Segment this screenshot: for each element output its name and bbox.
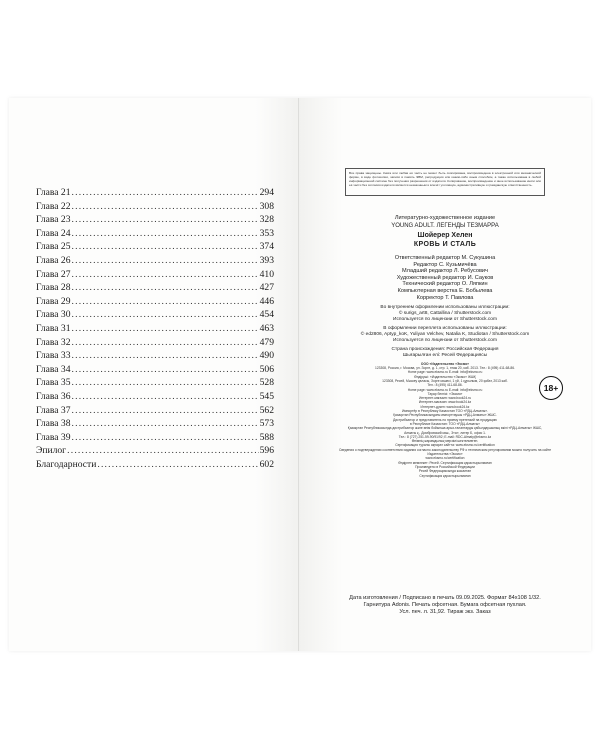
toc-entry-label: Глава 28	[36, 282, 71, 294]
publisher-line: Тел.: 8 (495) 411-68-86.	[427, 383, 463, 388]
toc-entry	[36, 431, 274, 445]
toc-leader-dots	[72, 295, 259, 309]
toc-entry	[36, 322, 274, 336]
copyright-notice: Все права защищены. Книга или любая её часть не может быть скопирована, воспроизведена в электронной или механической форме, в виде фотокопии, записи в память ЭВМ, репродукции или каким-либо иным способом, а также использована в любой информационной системе без получения разрешения от издателя. Копирование, воспроизведение и иное использование книги или её части без согласия издателя является незаконным и влечёт уголовную, административную и гражданскую ответственность.	[345, 168, 545, 196]
toc-leader-dots	[72, 213, 259, 227]
toc-entry	[36, 213, 274, 227]
toc-entry-page: 490	[259, 350, 274, 362]
publisher-line: Дистрибьютор и представитель по приему претензий на продукцию	[393, 417, 497, 422]
toc-entry-page: 454	[259, 309, 274, 321]
cover-credit-line: Используется по лицензии от Shutterstock.com	[393, 337, 497, 343]
publisher-line: Интернет-магазин: www.book24.ru	[418, 396, 472, 401]
book-spread	[9, 98, 591, 651]
toc-entry	[36, 376, 274, 390]
toc-entry-label: Глава 33	[36, 350, 71, 362]
toc-leader-dots	[72, 308, 259, 322]
credits-list	[335, 255, 555, 301]
toc-leader-dots	[72, 240, 259, 254]
toc-leader-dots	[67, 444, 258, 458]
imprint-block	[335, 214, 559, 478]
publisher-line: Home page: www.eksmo.ru E-mail: info@eksmo.ru	[407, 370, 483, 375]
toc-leader-dots	[72, 404, 259, 418]
print-details	[335, 595, 555, 615]
toc-leader-dots	[72, 349, 259, 363]
toc-leader-dots	[72, 254, 259, 268]
toc-entry	[36, 349, 274, 363]
publisher-line: Қазақстан Республикасында дистрибьютор және өнім бойынша арыз-талаптарды қабылдаушының өкілі «РДЦ-Алматы» ЖШС,	[347, 426, 543, 431]
age-rating-badge: 18+	[539, 376, 563, 400]
toc-entry-page: 562	[259, 404, 274, 416]
toc-leader-dots	[72, 431, 259, 445]
toc-leader-dots	[72, 186, 259, 200]
toc-entry-label: Глава 27	[36, 268, 71, 280]
toc-entry-page: 328	[259, 214, 274, 226]
toc-entry-page: 446	[259, 295, 274, 307]
publisher-line: Алматы қ., Домбровский көш., 3«а», литер Б, офис 1.	[404, 430, 486, 435]
toc-entry-page: 506	[259, 363, 274, 375]
publisher-line: www.eksmo.ru/certification	[425, 456, 465, 461]
left-page	[9, 98, 299, 651]
toc-entry-label: Глава 36	[36, 390, 71, 402]
print-detail-line: Дата изготовления / Подписано в печать 09.09.2025. Формат 84x108 1/32.	[349, 595, 541, 601]
toc-entry-page: 545	[259, 390, 274, 402]
toc-entry	[36, 336, 274, 350]
illustration-credit-line: Используется по лицензии от Shutterstock.com	[393, 316, 497, 322]
toc-entry	[36, 390, 274, 404]
credit-line: Художественный редактор И. Сауков	[396, 274, 494, 281]
origin-line: Шығарылған елі: Ресей Федерациясы	[402, 353, 488, 359]
toc-entry-page: 308	[259, 200, 274, 212]
toc-entry	[36, 404, 274, 418]
toc-entry-label: Эпилог	[36, 445, 67, 457]
toc-entry-page: 410	[259, 268, 274, 280]
toc-leader-dots	[72, 390, 259, 404]
publisher-line: Ресей Федерациясында жасалған	[418, 469, 472, 474]
publisher-line: Тел.: 8 (727) 251-59-90/91/92; E-mail: RDC-Almaty@eksmo.kz	[398, 434, 492, 439]
publisher-line: 123308, Россия, г. Москва, ул. Зорге, д. 1, стр. 1, этаж 20, каб. 2013. Тел.: 8 (495) 411-68-86.	[375, 366, 515, 371]
credit-line: Компьютерная верстка Е. Бобылева	[397, 287, 493, 294]
publisher-line: Сертификация қарастырылмаған	[419, 473, 471, 478]
credit-line: Корректор Т. Павлова	[416, 294, 474, 301]
publisher-line: Өндіруші: «Издательство «Эксмо» ЖШҚ	[414, 374, 476, 379]
toc-entry-page: 588	[259, 431, 274, 443]
credit-line: Технический редактор О. Ляпкин	[402, 281, 488, 288]
toc-leader-dots	[72, 417, 259, 431]
toc-entry-label: Глава 34	[36, 363, 71, 375]
publisher-line: Произведено в Российской Федерации	[415, 464, 475, 469]
toc-leader-dots	[72, 200, 259, 214]
publisher-line: в Республике Казахстан: ТОО «РДЦ-Алматы»	[409, 421, 481, 426]
toc-leader-dots	[72, 376, 259, 390]
toc-entry-page: 602	[259, 458, 274, 470]
toc-entry-page: 294	[259, 187, 274, 198]
series-line: YOUNG ADULT. ЛЕГЕНДЫ ТЕЗМАРРА	[391, 223, 499, 229]
table-of-contents	[36, 186, 274, 471]
toc-entry-label: Глава 25	[36, 241, 71, 253]
toc-entry	[36, 254, 274, 268]
toc-entry	[36, 417, 274, 431]
toc-entry-label: Глава 38	[36, 418, 71, 430]
toc-entry	[36, 240, 274, 254]
toc-entry-label: Глава 32	[36, 336, 71, 348]
publisher-line: Қазақстан Республикасындағы импорттаушы «РДЦ-Алматы» ЖШС.	[393, 413, 497, 418]
toc-entry-page: 463	[259, 322, 274, 334]
publisher-line: Интернет-магазин: www.book24.kz	[418, 400, 472, 405]
book-title: КРОВЬ И СТАЛЬ	[413, 241, 477, 248]
publisher-line: Өндірген мемлекет: Ресей. Сертификация қарастырылмаған	[398, 460, 492, 465]
cover-credit-line: © ed2806, Aptyp_koK, Yuliyan Velchev, Natalia K, Studiotan / Shutterstock.com	[360, 331, 530, 337]
credit-line: Ответственный редактор М. Сукушина	[394, 255, 496, 261]
publisher-line: ООО «Издательство «Эксмо»	[420, 361, 470, 366]
illustration-credit-line: Во внутреннем оформлении использованы иллюстрации:	[380, 305, 510, 311]
toc-entry	[36, 458, 274, 472]
toc-entry-page: 596	[259, 445, 274, 457]
toc-entry-label: Глава 35	[36, 377, 71, 389]
publisher-block	[335, 361, 559, 478]
toc-entry-page: 528	[259, 377, 274, 389]
toc-entry-page: 374	[259, 241, 274, 253]
origin-line: Страна происхождения: Российская Федерация	[391, 347, 499, 353]
toc-entry	[36, 295, 274, 309]
toc-entry	[36, 281, 274, 295]
toc-leader-dots	[72, 268, 259, 282]
toc-entry	[36, 227, 274, 241]
credit-line: Младший редактор Л. Ребусович	[402, 268, 488, 275]
publisher-line: Сведения о подтверждении соответствия издания согласно законодательству РФ о техническом регулировании можно получить на сайте Издательства «Эксмо»	[338, 447, 552, 457]
toc-entry-page: 393	[259, 254, 274, 266]
toc-entry-page: 573	[259, 418, 274, 430]
toc-entry-label: Глава 31	[36, 322, 71, 334]
publisher-line: Импортёр в Республику Казахстан ТОО «РДЦ-Алматы».	[402, 409, 488, 414]
author-name: Шойерер Хелен	[417, 231, 473, 239]
cover-credit-line: В оформлении переплета использованы иллюстрации:	[383, 326, 507, 332]
origin-lines	[335, 347, 555, 358]
toc-entry-label: Глава 29	[36, 295, 71, 307]
toc-leader-dots	[72, 336, 259, 350]
publisher-line: Home page: www.eksmo.ru E-mail: info@eksmo.ru	[407, 387, 483, 392]
toc-entry	[36, 268, 274, 282]
toc-entry-page: 427	[259, 282, 274, 294]
illustration-credit-line: © surigs_art8, Cattallina / Shutterstock.com	[398, 310, 492, 316]
right-page	[299, 98, 591, 651]
credit-line: Редактор С. Кузьмичёва	[413, 261, 477, 268]
publisher-line: Тауар белгісі: «Эксмо»	[427, 391, 463, 396]
publisher-line: Интернет-дүкен: www.book24.kz	[420, 404, 470, 409]
genre-line: Литературно-художественное издание	[394, 215, 496, 221]
toc-entry-label: Глава 21	[36, 187, 71, 198]
toc-entry-label: Глава 23	[36, 214, 71, 226]
toc-entry-label: Глава 30	[36, 309, 71, 321]
toc-entry	[36, 308, 274, 322]
toc-entry-label: Глава 37	[36, 404, 71, 416]
toc-entry-page: 353	[259, 227, 274, 239]
publisher-line: Өнімнің жарамдылық мерзімі шектелмеген.	[411, 439, 479, 444]
illustrations-inside	[335, 305, 555, 322]
toc-entry	[36, 200, 274, 214]
toc-leader-dots	[72, 281, 259, 295]
toc-entry-page: 479	[259, 336, 274, 348]
toc-entry-label: Глава 26	[36, 254, 71, 266]
print-detail-line: Усл. печ. л. 31,92. Тираж экз. Заказ	[399, 608, 491, 615]
toc-entry	[36, 444, 274, 458]
print-detail-line: Гарнитура Adonis. Печать офсетная. Бумага офсетная пухлая.	[363, 601, 527, 608]
toc-leader-dots	[72, 363, 259, 377]
publisher-line: 123308, Ресей, Мәскеу қаласы, Зорге көшесі, 1 үй, 1 құрылым, 20 қабат, 2013 каб.	[382, 378, 508, 383]
toc-leader-dots	[97, 458, 258, 472]
toc-entry-label: Благодарности	[36, 458, 97, 470]
toc-entry	[36, 186, 274, 200]
toc-leader-dots	[72, 227, 259, 241]
toc-leader-dots	[72, 322, 259, 336]
toc-entry-label: Глава 24	[36, 227, 71, 239]
toc-entry-label: Глава 39	[36, 431, 71, 443]
publisher-line: Сертификация туралы ақпарат сайтта: www.eksmo.ru/certification	[395, 443, 495, 448]
toc-entry-label: Глава 22	[36, 200, 71, 212]
toc-entry	[36, 363, 274, 377]
illustrations-cover	[335, 326, 555, 343]
